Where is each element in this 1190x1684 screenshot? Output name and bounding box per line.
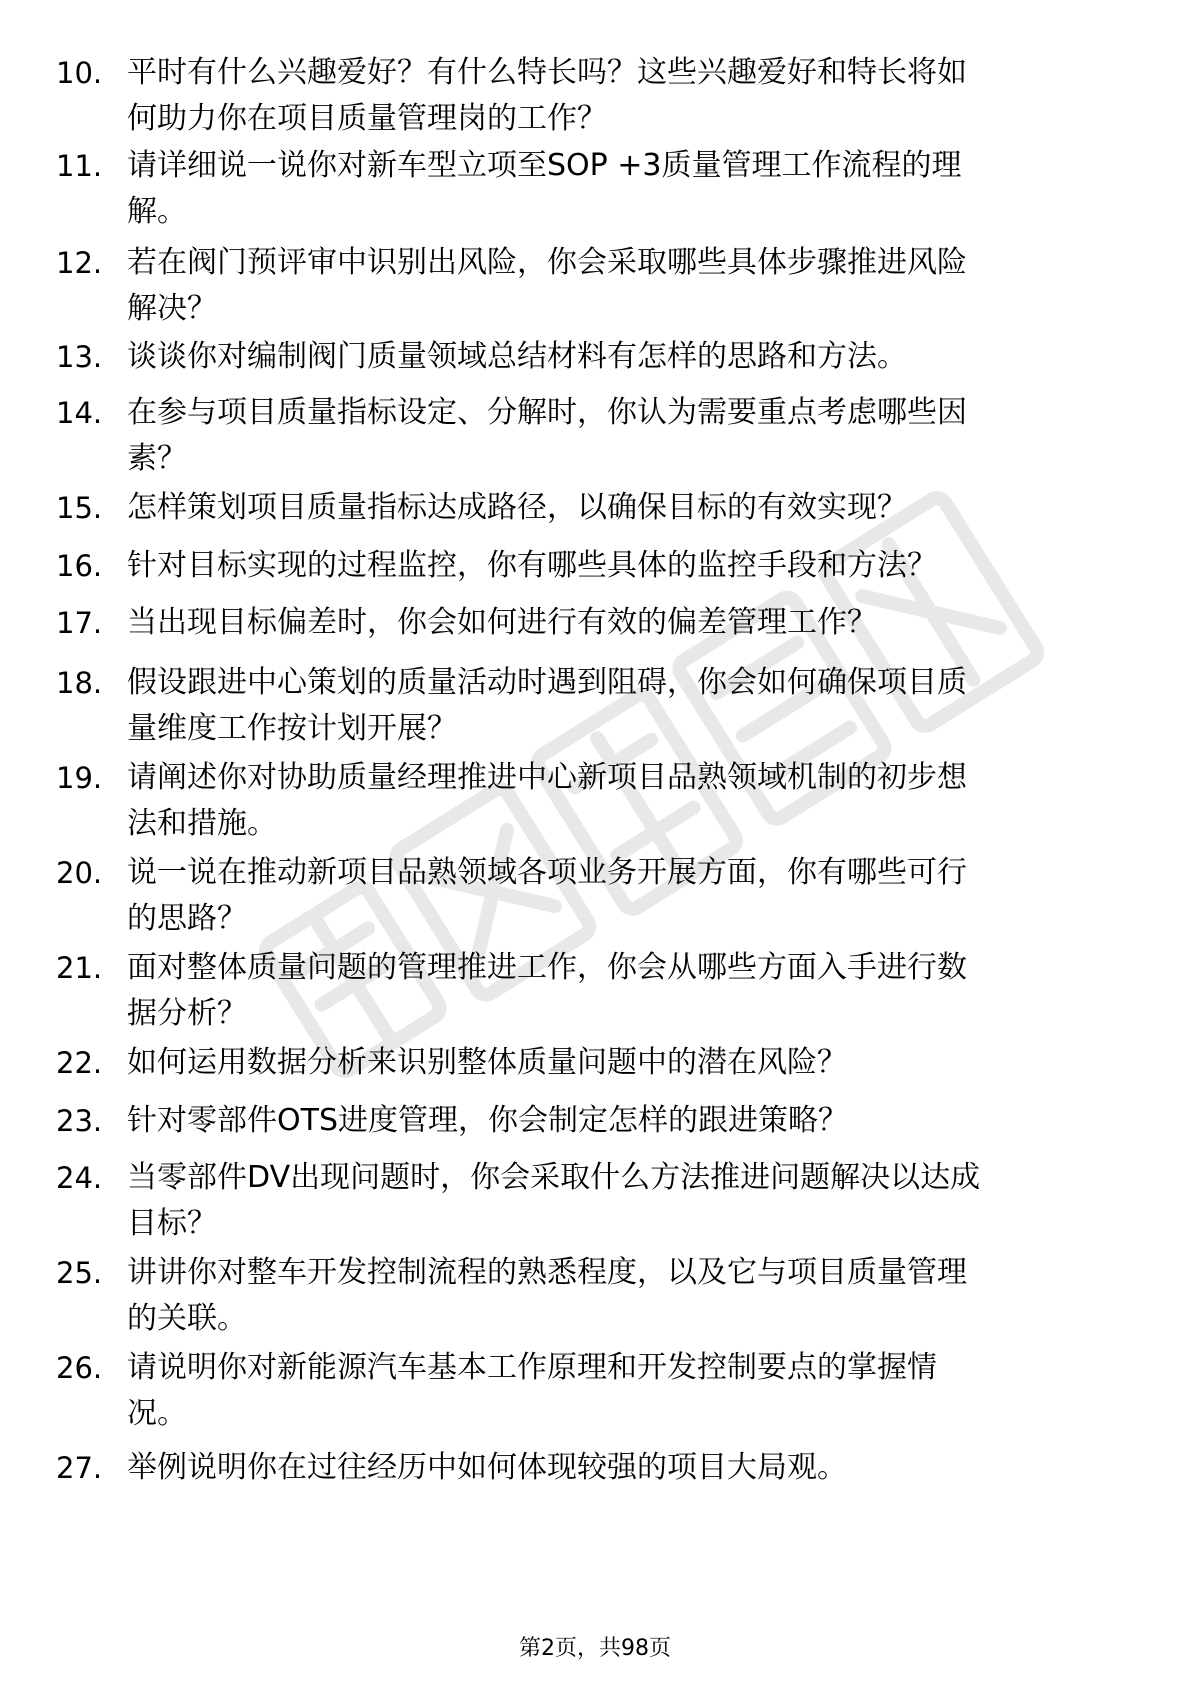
question-text: 请说明你对新能源汽车基本工作原理和开发控制要点的掌握情 况。 (127, 1350, 937, 1431)
question-text: 面对整体质量问题的管理推进工作，你会从哪些方面入手进行数 据分析？ (127, 950, 967, 1031)
question-number: 13. (56, 340, 103, 374)
question-text: 当出现目标偏差时，你会如何进行有效的偏差管理工作？ (127, 605, 877, 640)
question-number: 12. (56, 246, 103, 280)
question-number: 10. (56, 56, 103, 90)
question-number: 16. (56, 549, 103, 583)
question-number: 15. (56, 491, 103, 525)
question-number: 20. (56, 856, 103, 890)
question-number: 25. (56, 1256, 103, 1290)
question-number: 14. (56, 396, 103, 430)
question-text: 针对零部件OTS进度管理，你会制定怎样的跟进策略？ (127, 1103, 848, 1138)
question-text: 讲讲你对整车开发控制流程的熟悉程度，以及它与项目质量管理 的关联。 (127, 1255, 967, 1336)
question-number: 21. (56, 951, 103, 985)
question-number: 23. (56, 1104, 103, 1138)
question-text: 针对目标实现的过程监控，你有哪些具体的监控手段和方法？ (127, 548, 937, 583)
question-number: 11. (56, 149, 103, 183)
question-text: 当零部件DV出现问题时，你会采取什么方法推进问题解决以达成 目标？ (127, 1160, 981, 1241)
question-text: 在参与项目质量指标设定、分解时，你认为需要重点考虑哪些因 素？ (127, 395, 967, 476)
question-text: 怎样策划项目质量指标达成路径，以确保目标的有效实现？ (127, 490, 907, 525)
question-number: 17. (56, 606, 103, 640)
question-text: 若在阀门预评审中识别出风险，你会采取哪些具体步骤推进风险 解决？ (127, 245, 967, 326)
question-number: 27. (56, 1451, 103, 1485)
question-text: 如何运用数据分析来识别整体质量问题中的潜在风险？ (127, 1045, 847, 1080)
question-number: 22. (56, 1046, 103, 1080)
question-number: 26. (56, 1351, 103, 1385)
question-text: 假设跟进中心策划的质量活动时遇到阻碍，你会如何确保项目质 量维度工作按计划开展？ (127, 665, 967, 746)
question-text: 请详细说一说你对新车型立项至SOP +3质量管理工作流程的理 解。 (127, 148, 962, 229)
question-text: 平时有什么兴趣爱好？有什么特长吗？这些兴趣爱好和特长将如 何助力你在项目质量管理岗的工作？ (127, 55, 967, 136)
question-text: 举例说明你在过往经历中如何体现较强的项目大局观。 (127, 1450, 847, 1485)
question-number: 19. (56, 761, 103, 795)
question-number: 18. (56, 666, 103, 700)
question-text: 请阐述你对协助质量经理推进中心新项目品熟领域机制的初步想 法和措施。 (127, 760, 967, 841)
question-text: 说一说在推动新项目品熟领域各项业务开展方面，你有哪些可行 的思路？ (127, 855, 967, 936)
page-number-footer: 第2页，共98页 (519, 1636, 671, 1661)
question-number: 24. (56, 1161, 103, 1195)
question-text: 谈谈你对编制阀门质量领域总结材料有怎样的思路和方法。 (127, 339, 907, 374)
